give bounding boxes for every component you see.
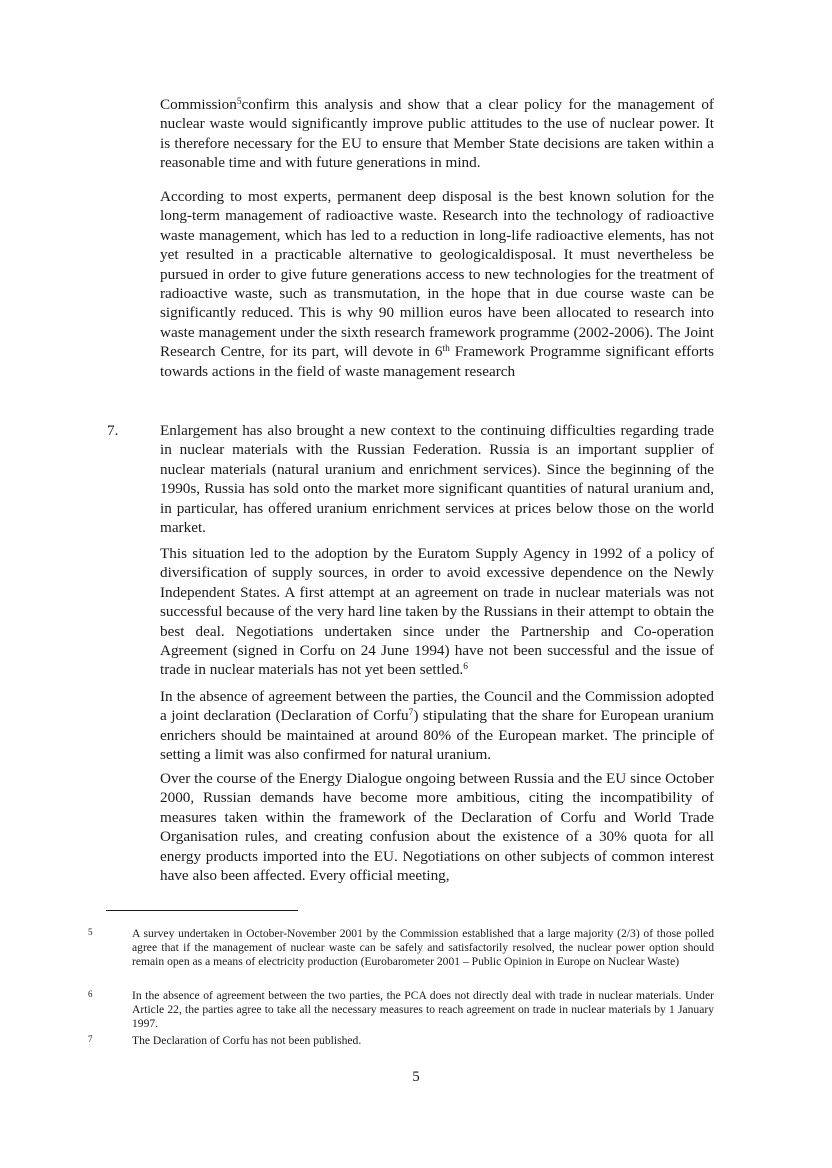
paragraph-enlargement: Enlargement has also brought a new context to the continuing difficulties regarding trade in nuclear materials with the Russian Federation. Russia is an important supplier of nuclear materials (natural uranium and enrichment services). Since the beginning of the 1990s, Russia has sold onto the market more significant quantities of natural uranium and, in particular, has offered uranium enrichment services at prices below those on the world market. — [160, 422, 714, 537]
paragraph-text: According to most experts, permanent deep disposal is the best known solution for the long-term management of radioactive waste. Research into the technology of radioactive waste management, which has led to a reduction in long-life radioactive elements, has not yet resulted in a practicable alternative to geologicaldisposal. It must nevertheless be pursued in order to give future generations access to new technologies for the treatment of radioactive waste, such as transmutation, in the hope that in due course waste can be significantly reduced. This is why 90 million euros have been allocated to research into waste management under the sixth research framework programme (2002-2006). The Joint Research Centre, for its part, will devote in 6 — [160, 188, 714, 361]
page-number: 5 — [412, 1069, 420, 1085]
paragraph-supply-agency — [160, 544, 714, 680]
footnote-ref-7: 7 — [408, 708, 414, 719]
paragraph-text: Framework Programme significant efforts towards actions in the field of waste management research — [160, 343, 715, 380]
paragraph-energy-dialogue: Over the course of the Energy Dialogue ongoing between Russia and the EU since October 2000, Russian demands have become more ambitious, citing the incompatibility of measures taken within the framework of the Declaration of Corfu and World Trade Organisation rules, and creating confusion about the existence of a 30% quota for all energy products imported into the EU. Negotiations on other subjects of common interest have also been affected. Every official meeting, — [160, 770, 714, 885]
footnote-mark-5: 5 — [88, 927, 93, 937]
paragraph-text: confirm this analysis and show that a clear policy for the management of nuclear waste would significantly improve public attitudes to the use of nuclear power. It is therefore necessary for the EU to ensure that Member State decisions are taken within a reasonable time and with future generations in mind. — [160, 96, 714, 172]
footnote-mark-6: 6 — [88, 989, 93, 999]
paragraph-commission-analysis — [160, 95, 714, 173]
footnote-5: A survey undertaken in October-November 2001 by the Commission established that a large majority (2/3) of those polled agree that if the management of nuclear waste can be safely and satisfactorily resolved, the nuclear power option should remain open as a means of electricity production (Eurobarometer 2001 – Public Opinion in Europe on Nuclear Waste) — [132, 927, 714, 969]
paragraph-text: This situation led to the adoption by the Euratom Supply Agency in 1992 of a policy of diversification of supply sources, in order to avoid excessive dependence on the Newly Independent States. A first attempt at an agreement on trade in nuclear materials was not successful because of the very hard line taken by the Russians in their attempt to obtain the best deal. Negotiations undertaken since under the Partnership and Co-operation Agreement (signed in Corfu on 24 June 1994) have not been successful and the issue of trade in nuclear materials has not yet been settled. — [160, 545, 714, 679]
paragraph-joint-declaration — [160, 687, 714, 765]
superscript-th: th — [442, 344, 450, 355]
footnote-ref-5: 5 — [236, 96, 242, 107]
footnote-mark-7: 7 — [88, 1034, 93, 1044]
footnote-7: The Declaration of Corfu has not been published. — [132, 1034, 362, 1047]
paragraph-text: In the absence of agreement between the parties, the Council and the Commission adopted a joint declaration (Declaration of Corfu — [160, 688, 714, 725]
footnote-separator — [106, 910, 298, 911]
paragraph-deep-disposal — [160, 187, 714, 381]
paragraph-text: ) stipulating that the share for European uranium enrichers should be maintained at around 80% of the European market. The principle of setting a limit was also confirmed for natural uranium. — [160, 707, 714, 764]
footnote-6: In the absence of agreement between the two parties, the PCA does not directly deal with trade in nuclear materials. Under Article 22, the parties agree to take all the necessary measures to reach agreement on trade in nuclear materials by 1 January 1997. — [132, 989, 714, 1031]
paragraph-text: Commission — [160, 96, 237, 113]
item-number: 7. — [107, 422, 119, 439]
footnote-ref-6: 6 — [463, 662, 468, 673]
